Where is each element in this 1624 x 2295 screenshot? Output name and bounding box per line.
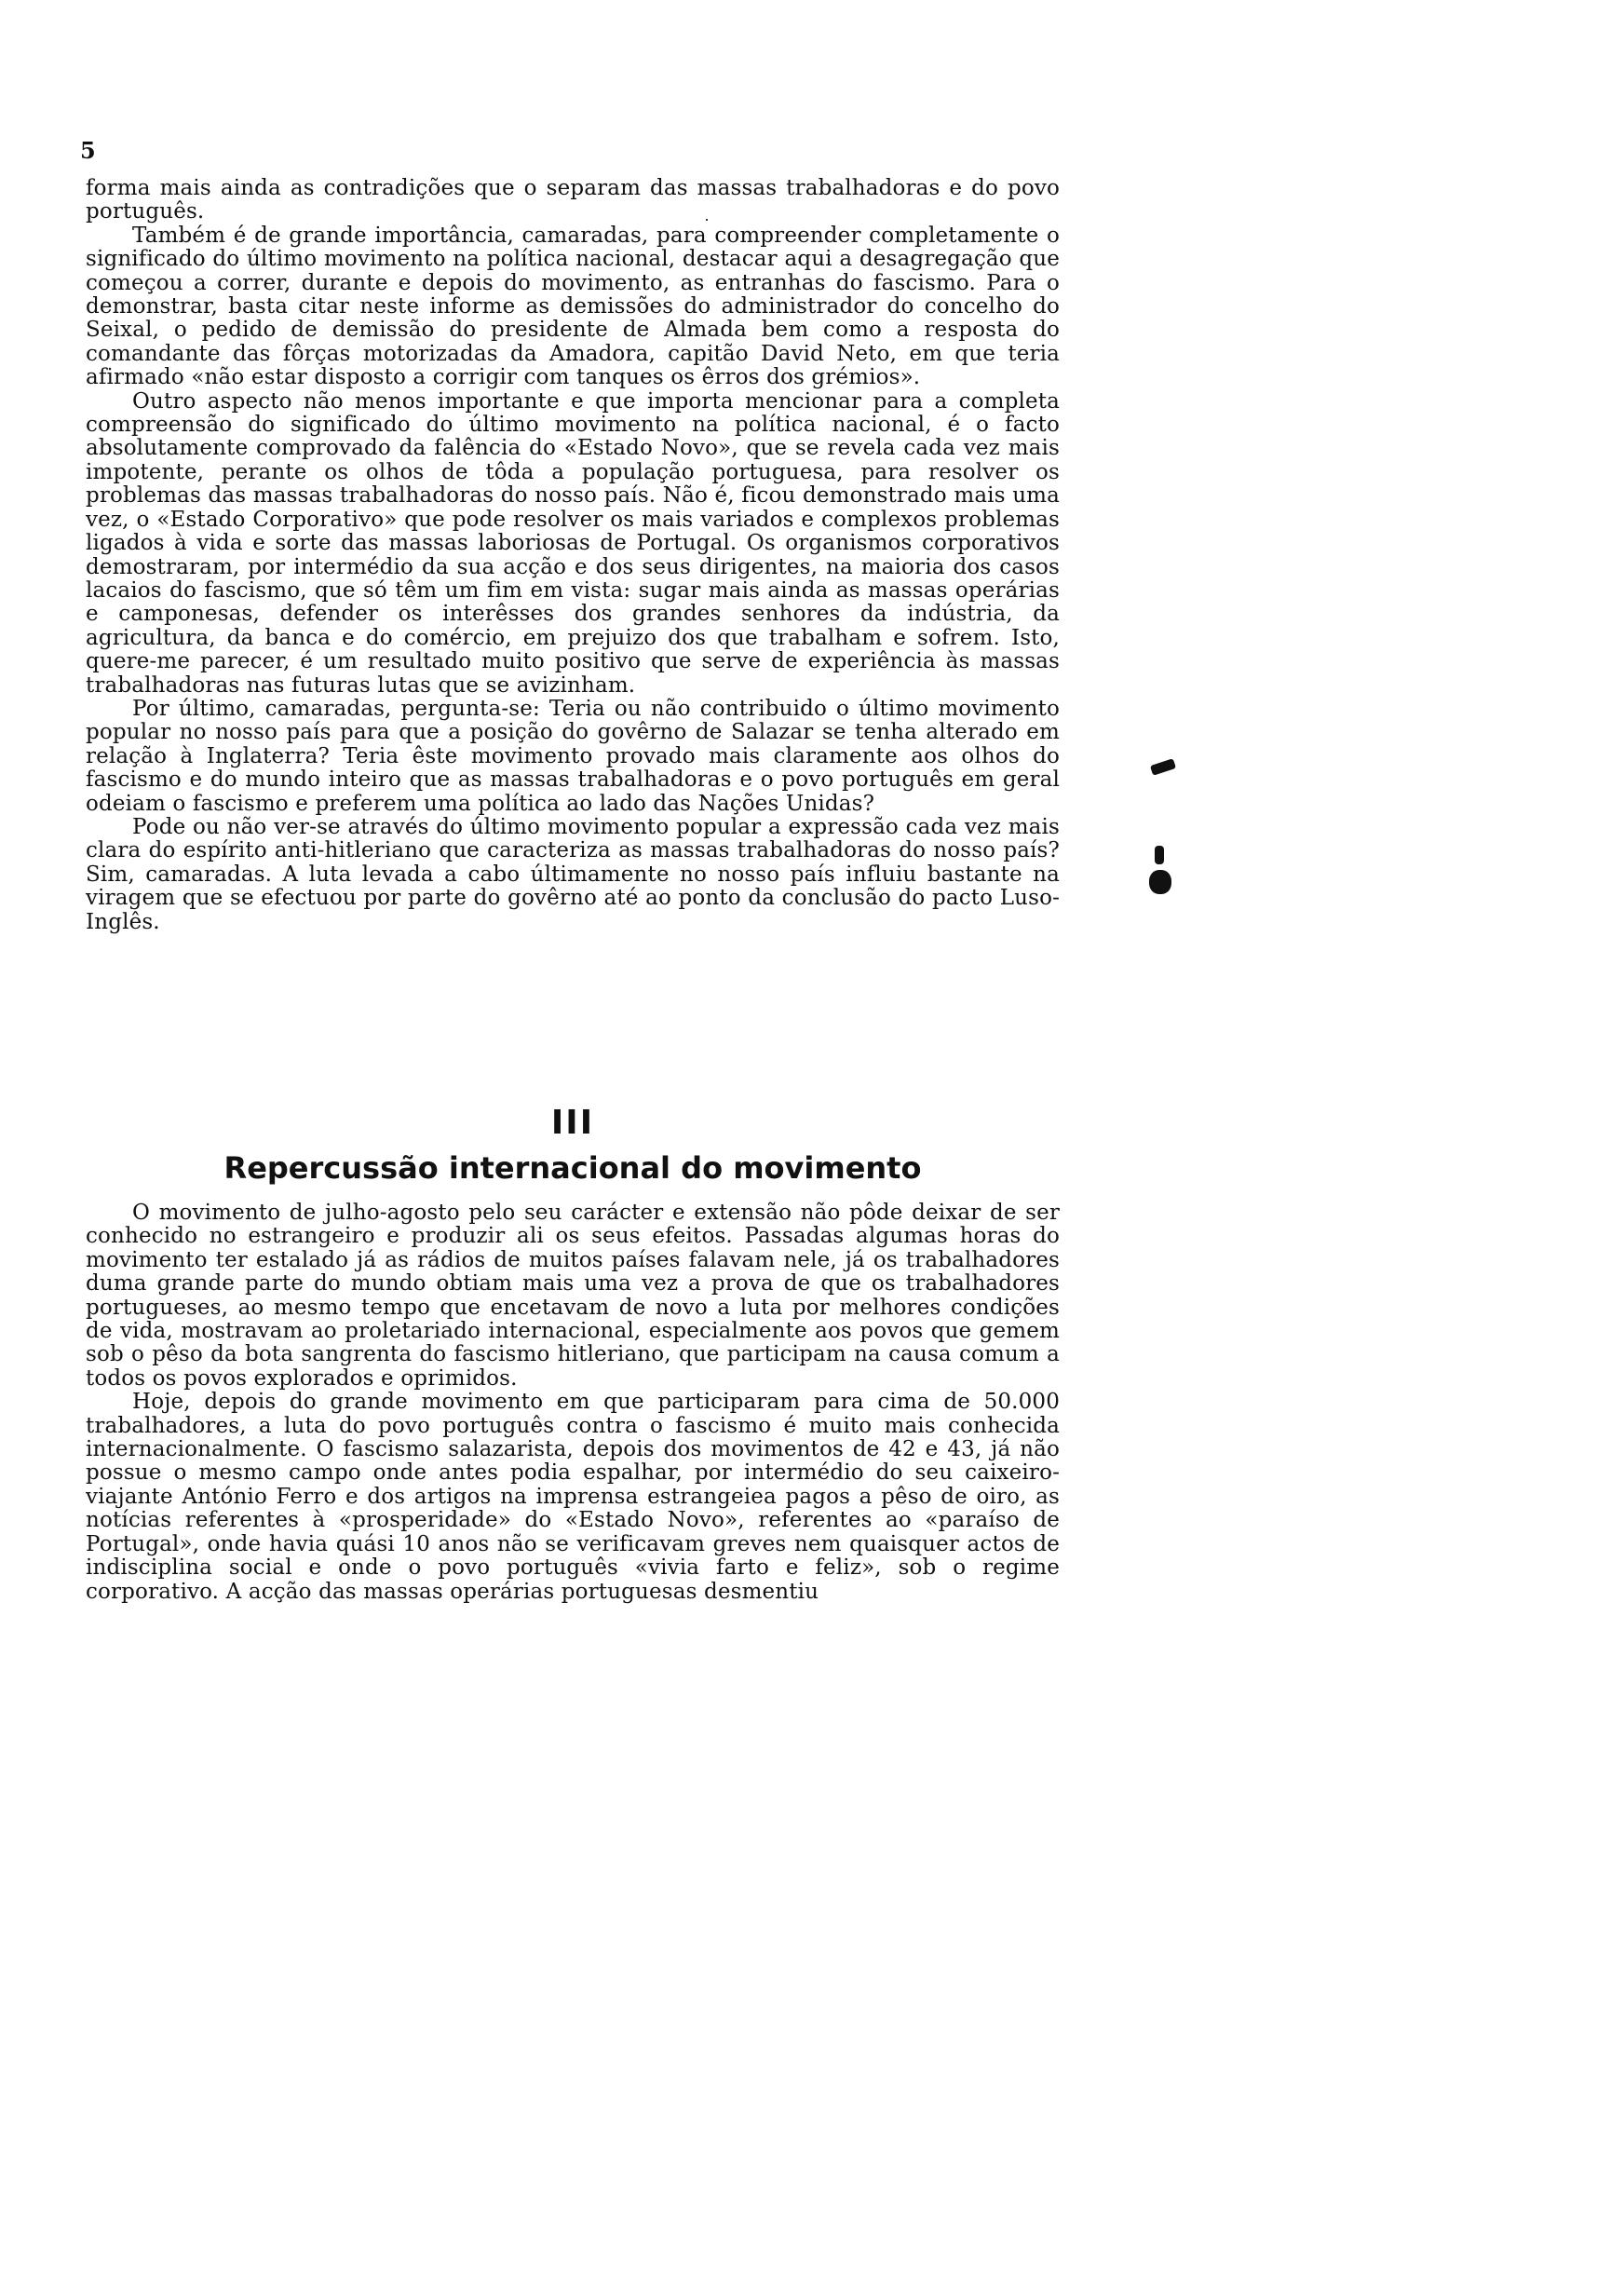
text-column-bottom: [86, 1202, 1060, 1604]
ink-blot-icon: [1149, 870, 1171, 894]
page-number: 5: [80, 137, 96, 164]
text-column-top: [86, 177, 1060, 934]
paragraph: forma mais ainda as contradições que o separam das massas trabalhadoras e do povo português.: [86, 176, 1060, 224]
paragraph: Hoje, depois do grande movimento em que participaram para cima de 50.000 trabalhadores, a luta do povo português contra o fascismo é muito mais conhecida internacionalmente. O fascismo salazarista, depois dos movimentos de 42 e 43, já não possue o mesmo campo onde antes podia espalhar, por intermédio do seu caixeiro-viajante António Ferro e dos artigos na imprensa estrangeiea pagos a pêso de oiro, as notícias referentes à «prosperidade» do «Estado Novo», referentes ao «paraíso de Portugal», onde havia quási 10 anos não se verificavam greves nem quaisquer actos de indisciplina social e onde o povo português «vivia farto e feliz», sob o regime corporativo. A acção das massas operárias portuguesas desmentiu: [86, 1390, 1060, 1604]
paragraph: O movimento de julho-agosto pelo seu carácter e extensão não pôde deixar de ser conhecido no estrangeiro e produzir ali os seus efeitos. Passadas algumas horas do movimento ter estalado já as rádios de muitos países falavam nele, já os trabalhadores duma grande parte do mundo obtiam mais uma vez a prova de que os trabalhadores portugueses, ao mesmo tempo que encetavam de novo a luta por melhores condições de vida, mostravam ao proletariado internacional, especialmente aos povos que gemem sob o pêso da bota sangrenta do fascismo hitleriano, que participam na causa comum a todos os povos explorados e oprimidos.: [86, 1201, 1060, 1391]
ink-blot-icon: [1150, 758, 1176, 775]
ink-blot-icon: [1155, 846, 1164, 864]
paragraph: Outro aspecto não menos importante e que importa mencionar para a completa compreensão do significado do último movimento na política nacional, é o facto absolutamente comprovado da falência do «Estado Novo», que se revela cada vez mais impotente, perante os olhos de tôda a população portuguesa, para resolver os problemas das massas trabalhadoras do nosso país. Não é, ficou demonstrado mais uma vez, o «Estado Corporativo» que pode resolver os mais variados e complexos problemas ligados à vida e sorte das massas laboriosas de Portugal. Os organismos corporativos demostraram, por intermédio da sua acção e dos seus dirigentes, na maioria dos casos lacaios do fascismo, que só têm um fim em vista: sugar mais ainda as massas operárias e camponesas, defender os interêsses dos grandes senhores da indústria, da agricultura, da banca e do comércio, em prejuizo dos que trabalham e sofrem. Isto, quere-me parecer, é um resultado muito positivo que serve de experiência às massas trabalhadoras nas futuras lutas que se avizinham.: [86, 388, 1060, 698]
paragraph: Por último, camaradas, pergunta-se: Teria ou não contribuido o último movimento popular no nosso país para que a posição do govêrno de Salazar se tenha alterado em relação à Inglaterra? Teria êste movimento provado mais claramente aos olhos do fascismo e do mundo inteiro que as massas trabalhadoras e o povo português em geral odeiam o fascismo e preferem uma política ao lado das Nações Unidas?: [86, 696, 1060, 816]
section-title: Repercussão internacional do movimento: [223, 1150, 922, 1186]
section-number: III: [550, 1104, 595, 1142]
paragraph: Também é de grande importância, camaradas, para compreender completamente o significado do último movimento na política nacional, destacar aqui a desagregação que começou a correr, durante e depois do movimento, as entranhas do fascismo. Para o demonstrar, basta citar neste informe as demissões do administrador do concelho do Seixal, o pedido de demissão do presidente de Almada bem como a resposta do comandante das fôrças motorizadas da Amadora, capitão David Neto, em que teria afirmado «não estar disposto a corrigir com tanques os êrros dos grémios».: [86, 223, 1060, 390]
paragraph: Pode ou não ver-se através do último movimento popular a expressão cada vez mais clara do espírito anti-hitleriano que caracteriza as massas trabalhadoras do nosso país? Sim, camaradas. A luta levada a cabo últimamente no nosso país influiu bastante na viragem que se efectuou por parte do govêrno até ao ponto da conclusão do pacto Luso-Inglês.: [86, 814, 1060, 934]
